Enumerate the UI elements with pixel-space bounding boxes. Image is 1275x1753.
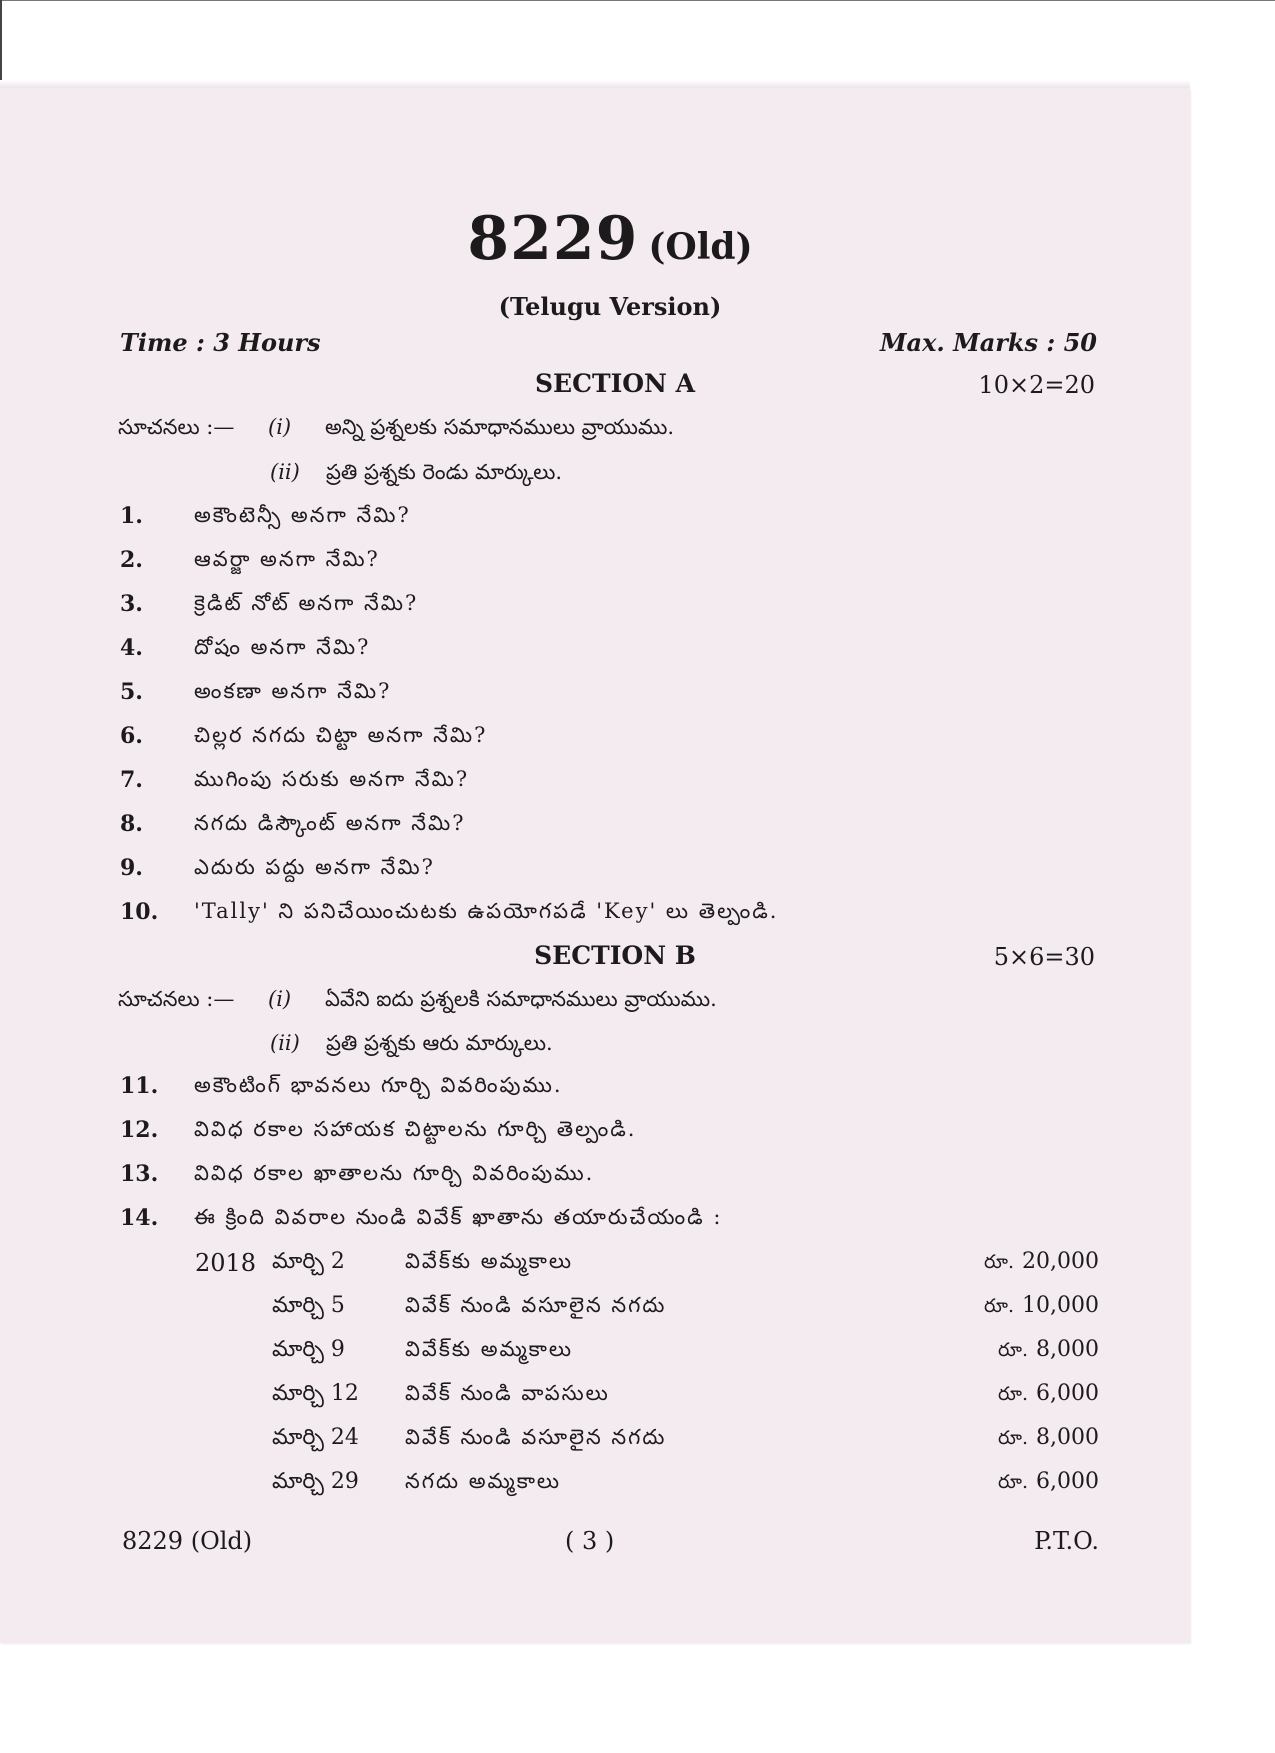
question-number: 8. — [120, 811, 143, 837]
section-a-instruction-label: సూచనలు :— — [118, 415, 235, 439]
paper-code: 8229 — [467, 204, 639, 274]
question-number: 2. — [120, 547, 143, 573]
transaction-description: వివేక్‌కు అమ్మకాలు — [405, 1249, 574, 1273]
question-number: 6. — [120, 723, 143, 749]
question-text: ఈ క్రింది వివరాల నుండి వివేక్ ఖాతాను తయారుచేయండి : — [194, 1205, 723, 1229]
amount-value: 10,000 — [1022, 1293, 1099, 1318]
transaction-year: 2018 — [195, 1249, 257, 1277]
question-number: 4. — [120, 635, 143, 661]
question-text: దోషం అనగా నేమి? — [194, 635, 371, 659]
question-number: 7. — [120, 767, 143, 793]
question-number: 11. — [120, 1073, 159, 1099]
instruction-text: అన్ని ప్రశ్నలకు సమాధానములు వ్రాయుము. — [325, 415, 675, 439]
amount-value: 6,000 — [1036, 1381, 1099, 1406]
amount-value: 8,000 — [1036, 1425, 1099, 1450]
question-number: 9. — [120, 855, 143, 881]
currency-label: రూ. — [998, 1339, 1029, 1361]
amount-value: 20,000 — [1022, 1249, 1099, 1274]
question-number: 10. — [120, 899, 159, 925]
time-label: Time : 3 Hours — [120, 328, 321, 357]
question-number: 1. — [120, 503, 143, 529]
question-text: వివిధ రకాల సహాయక చిట్టాలను గూర్చి తెల్పండి. — [194, 1117, 637, 1141]
question-number: 13. — [120, 1161, 159, 1187]
footer-paper-code: 8229 (Old) — [122, 1527, 253, 1555]
transaction-date: మార్చి 5 — [272, 1293, 345, 1318]
transaction-date: మార్చి 2 — [272, 1249, 345, 1274]
instruction-text: ఏవేని ఐదు ప్రశ్నలకి సమాధానములు వ్రాయుము. — [325, 987, 717, 1011]
instruction-number: (i) — [268, 415, 292, 439]
currency-label: రూ. — [998, 1427, 1029, 1449]
question-text: అకౌంటింగ్ భావనలు గూర్చి వివరింపుము. — [194, 1073, 563, 1097]
instruction-number: (ii) — [270, 1031, 300, 1055]
question-text: ముగింపు సరుకు అనగా నేమి? — [194, 767, 470, 791]
transaction-amount — [984, 1293, 1099, 1322]
transaction-description: వివేక్‌కు అమ్మకాలు — [405, 1337, 574, 1361]
question-text: నగదు డిస్కౌంట్ అనగా నేమి? — [194, 811, 466, 835]
transaction-description: వివేక్ నుండి వసూలైన నగదు — [405, 1425, 667, 1449]
question-text: అకౌంటెన్సీ అనగా నేమి? — [194, 503, 411, 527]
transaction-description: వివేక్ నుండి వసూలైన నగదు — [405, 1293, 667, 1317]
section-b-marks: 5×6=30 — [993, 943, 1095, 971]
question-number: 14. — [120, 1205, 159, 1231]
section-b-instruction-label: సూచనలు :— — [118, 987, 235, 1011]
question-number: 5. — [120, 679, 143, 705]
scan-edge-left — [0, 0, 2, 90]
transaction-description: నగదు అమ్మకాలు — [405, 1469, 562, 1493]
amount-value: 6,000 — [1036, 1469, 1099, 1494]
paper-tag: (Old) — [648, 226, 753, 268]
question-text: క్రెడిట్ నోట్ అనగా నేమి? — [194, 591, 419, 615]
paper-code-heading — [0, 204, 1220, 274]
pto-label: P.T.O. — [1034, 1527, 1099, 1555]
currency-label: రూ. — [984, 1295, 1015, 1317]
instruction-text: ప్రతి ప్రశ్నకు ఆరు మార్కులు. — [326, 1031, 553, 1055]
transaction-amount — [998, 1337, 1099, 1366]
question-text: అంకణా అనగా నేమి? — [194, 679, 392, 703]
transaction-date: మార్చి 29 — [272, 1469, 359, 1494]
currency-label: రూ. — [998, 1471, 1029, 1493]
section-a-marks: 10×2=20 — [978, 371, 1095, 399]
scan-edge-top — [0, 0, 1275, 1]
question-text: ఆవర్జా అనగా నేమి? — [194, 547, 380, 571]
section-a-title: SECTION A — [534, 369, 696, 398]
max-marks-label: Max. Marks : 50 — [879, 328, 1097, 357]
transaction-date: మార్చి 12 — [272, 1381, 359, 1406]
transaction-amount — [998, 1469, 1099, 1498]
question-text: ఎదురు పద్దు అనగా నేమి? — [194, 855, 435, 879]
transaction-amount — [998, 1381, 1099, 1410]
page-number: ( 3 ) — [565, 1527, 615, 1555]
instruction-number: (i) — [268, 987, 292, 1011]
transaction-amount — [984, 1249, 1099, 1278]
transaction-date: మార్చి 24 — [272, 1425, 359, 1450]
question-number: 12. — [120, 1117, 159, 1143]
instruction-number: (ii) — [270, 460, 300, 484]
section-b-title: SECTION B — [534, 941, 696, 970]
transaction-date: మార్చి 9 — [272, 1337, 345, 1362]
currency-label: రూ. — [998, 1383, 1029, 1405]
transaction-amount — [998, 1425, 1099, 1454]
transaction-description: వివేక్ నుండి వాపసులు — [405, 1381, 610, 1405]
version-label: (Telugu Version) — [498, 292, 722, 321]
question-number: 3. — [120, 591, 143, 617]
question-text: చిల్లర నగదు చిట్టా అనగా నేమి? — [194, 723, 488, 747]
amount-value: 8,000 — [1036, 1337, 1099, 1362]
instruction-text: ప్రతి ప్రశ్నకు రెండు మార్కులు. — [326, 460, 563, 484]
question-text: వివిధ రకాల ఖాతాలను గూర్చి వివరింపుము. — [194, 1161, 595, 1185]
question-text: 'Tally' ని పనిచేయించుటకు ఉపయోగపడే 'Key' లు తెల్పండి. — [194, 899, 779, 923]
currency-label: రూ. — [984, 1251, 1015, 1273]
